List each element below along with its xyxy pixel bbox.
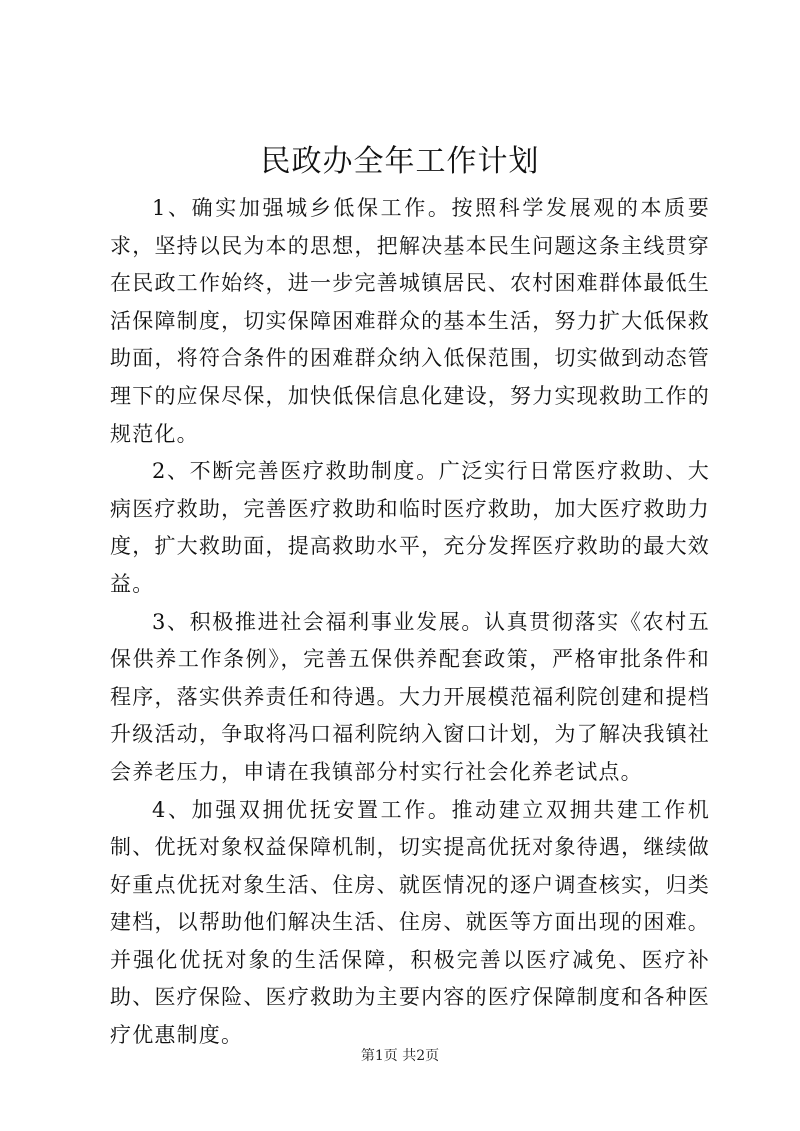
page-number-label: 第1页 共2页 [360, 1048, 440, 1064]
paragraph-3: 3、积极推进社会福利事业发展。认真贯彻落实《农村五保供养工作条例》，完善五保供养配套政策，严格审批条件和程序，落实供养责任和待遇。大力开展模范福利院创建和提档升级活动，争取将冯口福利院纳入窗口计划，为了解决我镇社会养老压力，申请在我镇部分村实行社会化养老试点。 [110, 609, 710, 784]
paragraph-4: 4、加强双拥优抚安置工作。推动建立双拥共建工作机制、优抚对象权益保障机制，切实提高优抚对象待遇，继续做好重点优抚对象生活、住房、就医情况的逐户调查核实，归类建档，以帮助他们解决生活、住房、就医等方面出现的困难。并强化优抚对象的生活保障，积极完善以医疗减免、医疗补助、医疗保险、医疗救助为主要内容的医疗保障制度和各种医疗优惠制度。 [110, 797, 710, 1048]
document-title: 民政办全年工作计划 [260, 144, 540, 179]
paragraph-2: 2、不断完善医疗救助制度。广泛实行日常医疗救助、大病医疗救助，完善医疗救助和临时医疗救助，加大医疗救助力度，扩大救助面，提高救助水平，充分发挥医疗救助的最大效益。 [110, 459, 710, 596]
paragraph-1: 1、确实加强城乡低保工作。按照科学发展观的本质要求，坚持以民为本的思想，把解决基本民生问题这条主线贯穿在民政工作始终，进一步完善城镇居民、农村困难群体最低生活保障制度，切实保障困难群众的基本生活，努力扩大低保救助面，将符合条件的困难群众纳入低保范围，切实做到动态管理下的应保尽保，加快低保信息化建设，努力实现救助工作的规范化。 [110, 196, 710, 446]
page-footer [0, 1047, 800, 1065]
document-body [110, 190, 710, 1055]
